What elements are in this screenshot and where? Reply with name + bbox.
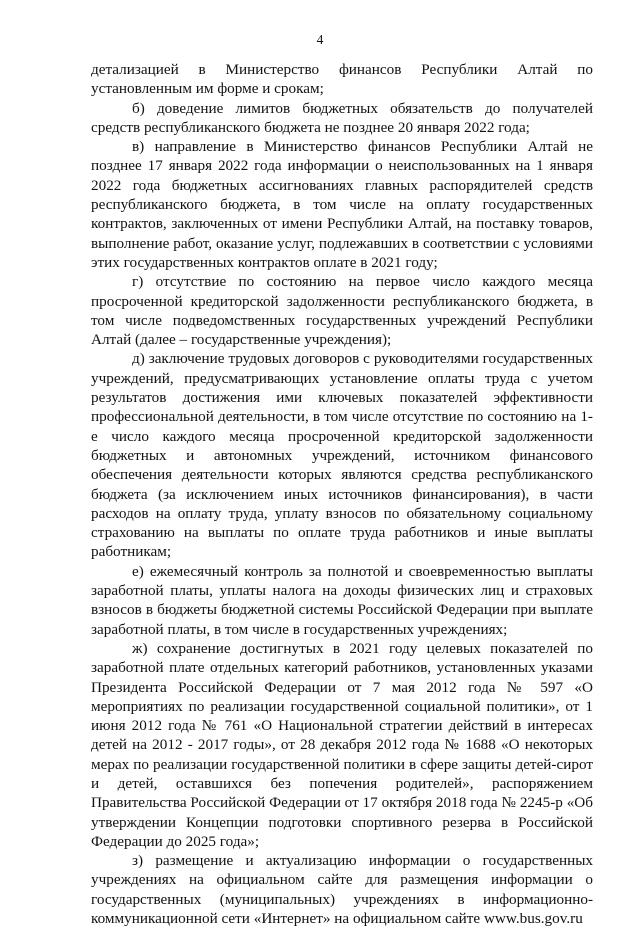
paragraph-item-b: б) доведение лимитов бюджетных обязательств до получателей средств республиканского бюджета не позднее 20 января 2022 года; <box>91 99 593 136</box>
paragraph-item-d: д) заключение трудовых договоров с руководителями государственных учреждений, предусматривающих установление оплаты труда с учетом результатов достижения ими ключевых показателей эффективности профессиональной деятельности, в том числе отсутствие по состоянию на 1-е число каждого месяца просроченной кредиторской задолженности бюджетных и автономных учреждений, источником финансового обеспечения деятельности которых являются средства республиканского бюджета (за исключением иных источников финансирования), в части расходов на оплату труда, уплату взносов по обязательному социальному страхованию на выплаты по оплате труда работников и иные выплаты работникам; <box>91 350 593 561</box>
paragraph-item-z: з) размещение и актуализацию информации о государственных учреждениях на официальном сайте для размещения информации о государственных (муниципальных) учреждениях в информационно-коммуникационной сети «Интернет» на официальном сайте www.bus.gov.ru <box>91 852 593 928</box>
paragraph-item-zh: ж) сохранение достигнутых в 2021 году целевых показателей по заработной плате отдельных категорий работников, установленных указами Президента Российской Федерации от 7 мая 2012 года № 597 «О мероприятиях по реализации государственной социальной политики», от 1 июня 2012 года № 761 «О Национальной стратегии действий в интересах детей на 2012 - 2017 годы», от 28 декабря 2012 года № 1688 «О некоторых мерах по реализации государственной политики в сфере защиты детей-сирот и детей, оставшихся без попечения родителей», распоряжением Правительства Российской Федерации от 17 октября 2018 года № 2245-р «Об утверждении Концепции подготовки спортивного резерва в Российской Федерации до 2025 года»; <box>91 639 593 850</box>
paragraph-continuation: детализацией в Министерство финансов Республики Алтай по установленным им форме и срокам; <box>91 61 593 98</box>
paragraph-item-e: е) ежемесячный контроль за полнотой и своевременностью выплаты заработной платы, уплаты налога на доходы физических лиц и страховых взносов в бюджеты бюджетной системы Российской Федерации при выплате заработной платы, в том числе в государственных учреждениях; <box>91 562 593 638</box>
page-number: 4 <box>316 32 324 47</box>
document-body <box>91 60 593 928</box>
paragraph-item-v: в) направление в Министерство финансов Республики Алтай не позднее 17 января 2022 года информации о неиспользованных на 1 января 2022 года бюджетных ассигнованиях главных распорядителей средств республиканского бюджета, в том числе на оплату государственных контрактов, заключенных от имени Республики Алтай, на поставку товаров, выполнение работ, оказание услуг, подлежавших в соответствии с условиями этих государственных контрактов оплате в 2021 году; <box>91 138 593 271</box>
paragraph-item-g: г) отсутствие по состоянию на первое число каждого месяца просроченной кредиторской задолженности республиканского бюджета, в том числе подведомственных государственных учреждений Республики Алтай (далее – государственные учреждения); <box>91 273 593 349</box>
